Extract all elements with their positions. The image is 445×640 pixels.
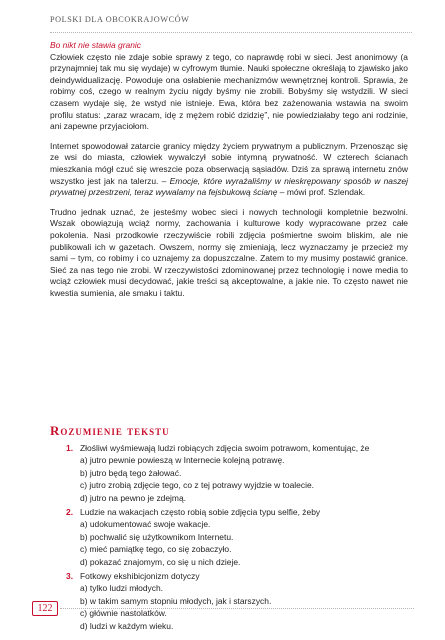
section-title: Rozumienie tekstu (50, 423, 170, 438)
article-body (50, 40, 408, 307)
answer-option: d) jutro na pewno je zdejmą. (80, 492, 186, 503)
answer-option: a) jutro pewnie powieszą w Internecie kolejną potrawę. (80, 455, 285, 466)
question-2 (66, 506, 406, 568)
article-paragraph-3: Trudno jednak uznać, że jesteśmy wobec sieci i nowych technologii kompletnie bezwolni. Wszak obowiązują wciąż normy, zachowania i kulturowe kody wypracowane przez całe pokolenia. Nasi przodkowie rzeczywiście robili zdjęcia pośmiertne swoim bliskim, ale nie publikowali ich w gazetach. Owszem, normy się zmieniają, lecz wyznaczamy je przecież my sami – tym, co robimy i co uznajemy za dopuszczalne. Zatem to my musimy postawić granice. Sieć za nas tego nie zrobi. W rzeczywistości zdominowanej przez technologię i nowe media to wciąż człowiek musi decydować, jakie treści są akceptowalne, a jakie nie. To często nawet nie kwestia sumienia, ale smaku i taktu. (50, 206, 408, 298)
question-number: 2. (66, 507, 74, 518)
question-text: Fotkowy ekshibicjonizm dotyczy (80, 571, 200, 582)
paragraph-2-text: Internet spowodował zatarcie granicy między życiem prywatnym a publicznym. Przenosząc się ze wsi do miasta, człowiek wywalczył sobie intymną prywatność. W czterech ścianach mieszkania mógł czuć się wreszcie poza obserwacją sąsiadów. Dziś za sprawą internetu znów wszystko jest jak na talerzu. – (50, 140, 408, 186)
question-number: 1. (66, 443, 74, 453)
question-1 (66, 442, 406, 504)
answer-option: b) jutro będą tego żałować. (80, 467, 182, 478)
running-header: POLSKI DLA OBCOKRAJOWCÓW (50, 15, 190, 24)
question-3 (66, 570, 406, 632)
paragraph-2-attribution: – mówi prof. Szlendak. (277, 187, 366, 198)
answer-option: d) ludzi w każdym wieku. (80, 620, 174, 631)
answer-option: a) udokumentować swoje wakacje. (80, 519, 211, 530)
article-paragraph-2 (50, 141, 408, 199)
header-divider (50, 32, 412, 33)
page-number: 122 (32, 601, 58, 616)
answer-option: d) pokazać znajomym, co się u nich dzieje. (80, 556, 241, 567)
answer-option: b) w takim samym stopniu młodych, jak i starszych. (80, 595, 272, 606)
footer-divider (60, 608, 414, 609)
answer-option: b) pochwalić się użytkownikom Internetu. (80, 531, 234, 542)
question-text: Ludzie na wakacjach często robią sobie zdjęcia typu selfie, żeby (80, 507, 321, 518)
article-paragraph-1: Człowiek często nie zdaje sobie sprawy z tego, co naprawdę robi w sieci. Jest anonimowy (a przynajmniej tak mu się wydaje) w cyfrowym tłumie. Nauki społeczne określają to zjawisko jako deindywidualizację. Powoduje ona osłabienie mechanizmów wewnętrznej kontroli. Sprawia, że robimy coś, czego w realnym życiu nigdy byśmy nie zrobili. Bobyśmy się wstydzili. W sieci czasem wydaje się, że wstyd nie istnieje. Ewa, która bez zażenowania wstawia na swoim profilu status: „zaraz wracam, idę z mężem robić dzidzię”, nie powiedziałaby tego ani rodzinie, ani zapewne przyjaciołom. (50, 51, 408, 132)
article-subheading: Bo nikt nie stawia granic (50, 40, 141, 50)
answer-option: c) mieć pamiątkę tego, co się zobaczyło. (80, 544, 232, 555)
question-text: Złośliwi wyśmiewają ludzi robiących zdjęcia swoim potrawom, komentując, że (80, 443, 370, 453)
question-list (66, 442, 406, 634)
answer-option: a) tylko ludzi młodych. (80, 583, 163, 594)
answer-option: c) jutro zrobią zdjęcie tego, co z tej potrawy wyjdzie w toalecie. (80, 480, 315, 491)
answer-option: c) głównie nastolatków. (80, 608, 167, 619)
paragraph-2-quote: Emocje, które wyrażaliśmy w nieskrępowany sposób w naszej prywatnej przestrzeni, teraz wywalamy na fejsbukową ścianę (50, 175, 408, 198)
question-number: 3. (66, 571, 74, 582)
